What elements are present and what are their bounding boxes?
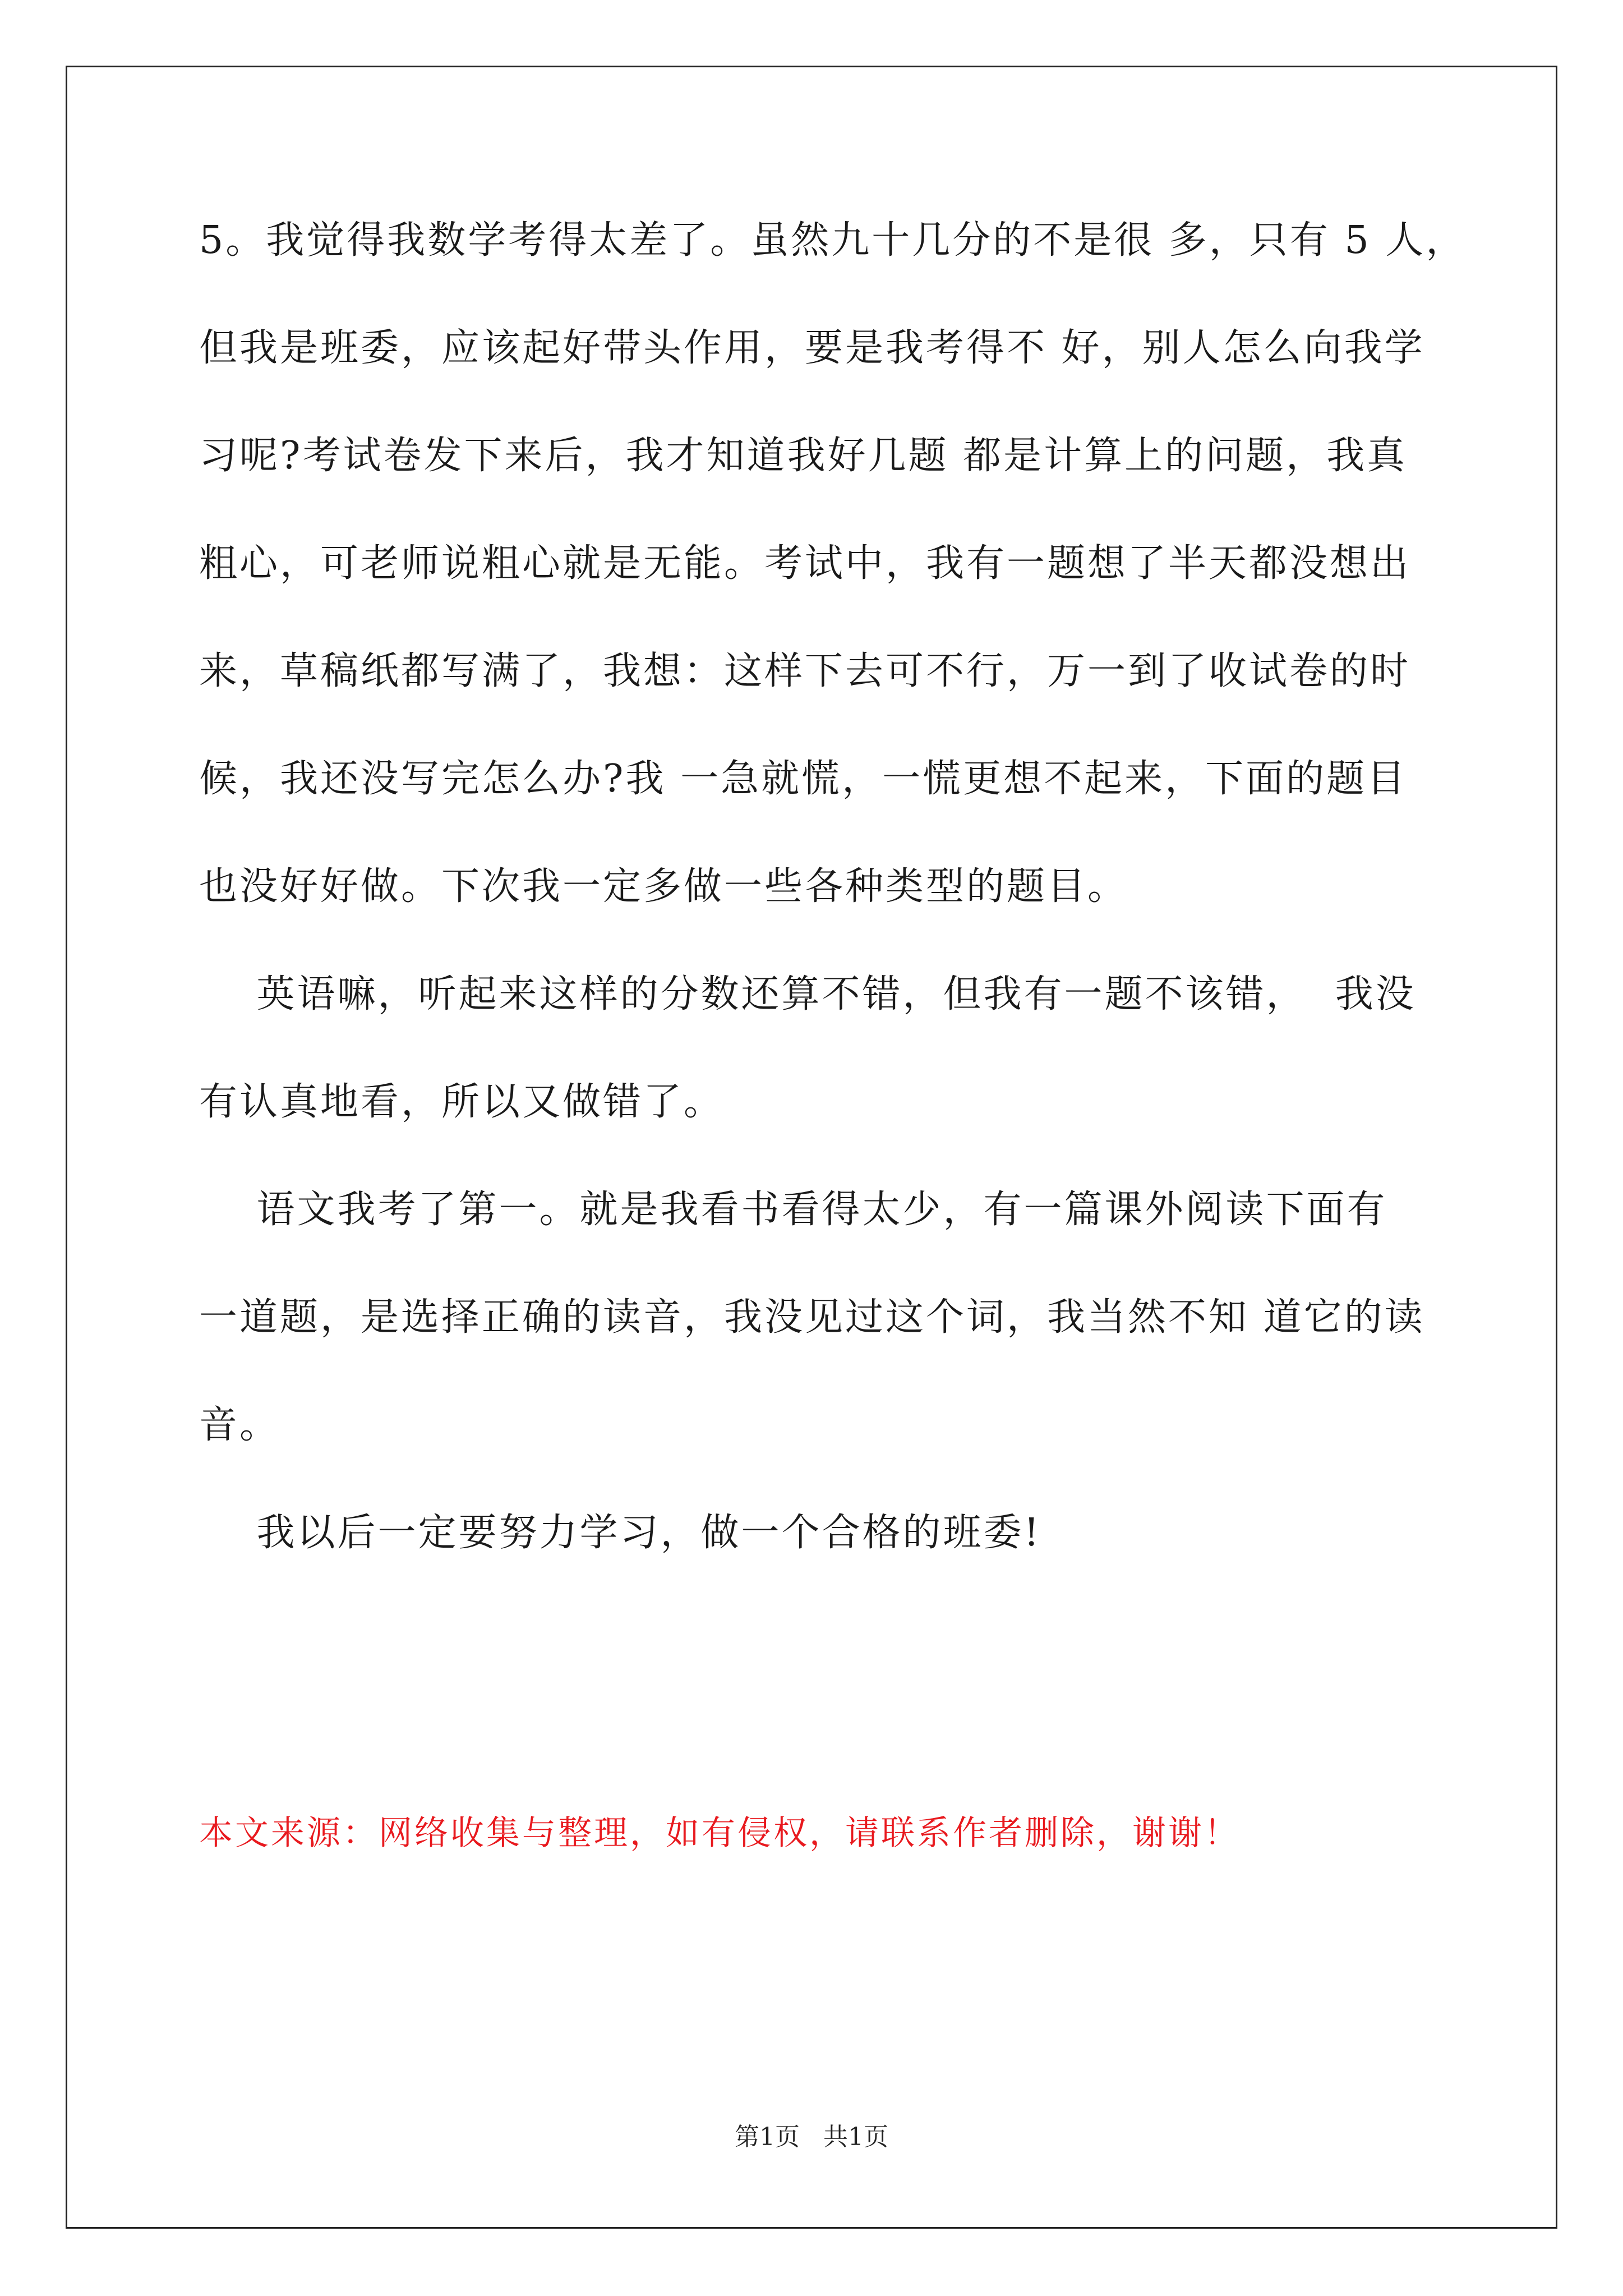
body-line: 音。 [199, 1403, 280, 1447]
body-line: 英语嘛，听起来这样的分数还算不错，但我有一题不该错， 我没 [199, 972, 1416, 1016]
body-line: 有认真地看，所以又做错了。 [199, 1080, 725, 1124]
page-footer: 第1页 共1页 [735, 2123, 888, 2151]
body-line: 候，我还没写完怎么办?我 一急就慌，一慌更想不起来，下面的题目 [199, 757, 1408, 801]
body-line: 粗心，可老师说粗心就是无能。考试中，我有一题想了半天都没想出 [199, 541, 1411, 586]
body-line: 语文我考了第一。就是我看书看得太少，有一篇课外阅读下面有 [199, 1188, 1387, 1232]
body-line: 来，草稿纸都写满了，我想：这样下去可不行，万一到了收试卷的时 [199, 649, 1411, 693]
body-line: 但我是班委，应该起好带头作用，要是我考得不 好，别人怎么向我学 [199, 326, 1425, 370]
body-line: 一道题，是选择正确的读音，我没见过这个词，我当然不知 道它的读 [199, 1295, 1425, 1340]
body-line: 也没好好做。下次我一定多做一些各种类型的题目。 [199, 864, 1128, 909]
body-line: 习呢?考试卷发下来后，我才知道我好几题 都是计算上的问题，我真 [199, 434, 1408, 478]
body-line: 我以后一定要努力学习，做一个合格的班委! [199, 1511, 1041, 1555]
document-body [199, 218, 1467, 1622]
body-line: 5。我觉得我数学考得太差了。虽然九十几分的不是很 多，只有 5 人， [199, 218, 1467, 263]
source-note: 本文来源：网络收集与整理，如有侵权，请联系作者删除，谢谢！ [199, 1814, 1240, 1853]
